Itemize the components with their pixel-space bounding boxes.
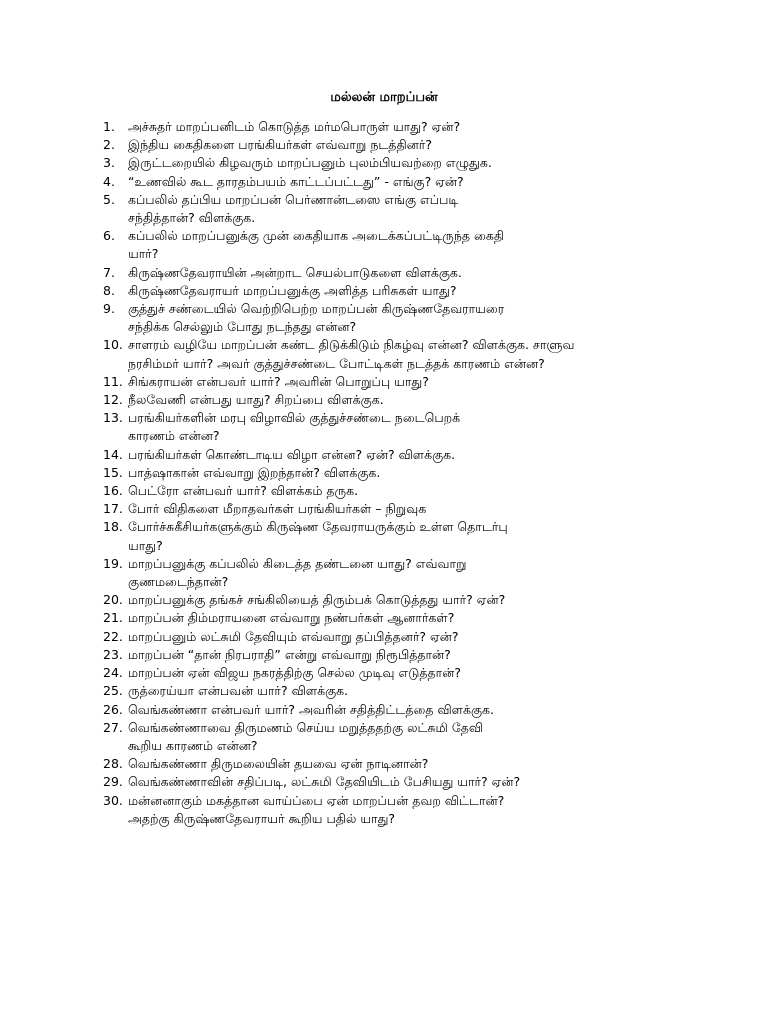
question-number: 1. [103,119,115,134]
question-number: 9. [103,301,115,317]
list-item [103,646,683,664]
question-number: 16. [103,483,123,499]
list-item [103,282,683,300]
question-text-line: குணமடைந்தான்? [128,574,229,590]
list-item [103,719,683,755]
question-text-line: இந்திய கைதிகளை பரங்கியர்கள் எவ்வாறு நடத்தினர்? [128,137,432,153]
question-text-line: ருத்ரைய்யா என்பவன் யார்? விளக்குக. [128,683,349,699]
question-text-line: போர்ச்சுகீசியர்களுக்கும் கிருஷ்ண தேவராயருக்கும் உள்ள தொடர்பு [128,519,508,535]
question-text-line: மன்னனாகும் மகத்தான வாய்ப்பை ஏன் மாறப்பன் தவற விட்டான்? [128,792,505,808]
list-item [103,482,683,500]
question-number: 2. [103,137,115,153]
list-item [103,409,683,445]
question-text-line: இருட்டறையில் கிழவரும் மாறப்பனும் புலம்பியவற்றை எழுதுக. [128,155,492,171]
list-item [103,500,683,518]
question-text-line: வெங்கண்ணாவின் சதிப்படி, லட்சுமி தேவியிடம் பேசியது யார்? ஏன்? [128,774,521,790]
question-text-line: வெங்கண்ணா என்பவர் யார்? அவரின் சதித்திட்டத்தை விளக்குக. [128,701,494,717]
question-number: 14. [103,446,123,462]
question-number: 17. [103,501,123,517]
list-item [103,664,683,682]
question-number: 6. [103,228,115,244]
question-text-line: கப்பலில் மாறப்பனுக்கு முன் கைதியாக அடைக்கப்பட்டிருந்த கைதி [128,228,505,244]
question-text-line: பாத்ஷாகான் எவ்வாறு இறந்தான்? விளக்குக. [128,464,381,480]
list-item [103,701,683,719]
list-item [103,682,683,700]
question-text-line: யார்? [128,246,159,262]
question-text-line: பரங்கியர்கள் கொண்டாடிய விழா என்ன? ஏன்? விளக்குக. [128,446,456,462]
list-item [103,609,683,627]
question-number: 3. [103,155,115,171]
list-item [103,591,683,609]
document-title: மல்லன் மாறப்பன் [330,90,438,105]
question-text-line: கிருஷ்ணதேவராயர் மாறப்பனுக்கு அளித்த பரிசுகள் யாது? [128,282,457,298]
list-item [103,264,683,282]
question-number: 18. [103,519,123,535]
list-item [103,136,683,154]
list-item [103,154,683,172]
question-text-line: சிங்கராயன் என்பவர் யார்? அவரின் பொறுப்பு யாது? [128,373,429,389]
question-number: 8. [103,282,115,298]
list-item [103,518,683,554]
question-number: 15. [103,464,123,480]
question-number: 26. [103,701,123,717]
list-item [103,446,683,464]
question-text-line: கூறிய காரணம் என்ன? [128,737,258,753]
question-text-line: நரசிம்மர் யார்? அவர் குத்துச்சண்டை போட்டிகள் நடத்தக் காரணம் என்ன? [128,355,545,371]
question-number: 22. [103,628,123,644]
question-text-line: அச்சுதர் மாறப்பனிடம் கொடுத்த மர்மபொருள் யாது? ஏன்? [128,119,461,134]
question-number: 12. [103,392,123,408]
list-item [103,628,683,646]
list-item [103,391,683,409]
question-text-line: வெங்கண்ணாவை திருமணம் செய்ய மறுத்ததற்கு லட்சுமி தேவி [128,719,484,735]
list-item [103,555,683,591]
list-item [103,755,683,773]
question-text-line: சாளரம் வழியே மாறப்பன் கண்ட திடுக்கிடும் நிகழ்வு என்ன? விளக்குக. சாளுவ [128,337,575,353]
question-text-line: மாறப்பனுக்கு கப்பலில் கிடைத்த தண்டனை யாது? எவ்வாறு [128,555,467,571]
question-number: 11. [103,373,123,389]
question-number: 5. [103,191,115,207]
question-number: 29. [103,774,123,790]
question-number: 19. [103,555,123,571]
list-item [103,173,683,191]
question-number: 7. [103,264,115,280]
question-number: 13. [103,410,123,426]
question-text-line: மாறப்பன் திம்மராயனை எவ்வாறு நண்பர்கள் ஆனார்கள்? [128,610,455,626]
question-number: 25. [103,683,123,699]
question-number: 4. [103,173,115,189]
question-text-line: மாறப்பனும் லட்சுமி தேவியும் எவ்வாறு தப்பித்தனர்? ஏன்? [128,628,459,644]
question-text-line: மாறப்பன் ஏன் விஜய நகரத்திற்கு செல்ல முடிவு எடுத்தான்? [128,665,461,681]
list-item [103,191,683,227]
question-text-line: சந்தித்தான்? விளக்குக. [128,210,256,226]
question-text-line: “உணவில் கூட தாரதம்பயம் காட்டப்பட்டது” - எங்கு? ஏன்? [128,173,464,189]
question-text-line: அதற்கு கிருஷ்ணதேவராயர் கூறிய பதில் யாது? [128,810,396,826]
question-number: 30. [103,792,123,808]
question-number: 24. [103,665,123,681]
list-item [103,464,683,482]
question-text-line: காரணம் என்ன? [128,428,220,444]
question-text-line: மாறப்பனுக்கு தங்கச் சங்கிலியைத் திரும்பக் கொடுத்தது யார்? ஏன்? [128,592,506,608]
question-text-line: மாறப்பன் “தான் நிரபராதி” என்று எவ்வாறு நிரூபித்தான்? [128,646,451,662]
question-number: 28. [103,756,123,772]
question-text-line: கப்பலில் தப்பிய மாறப்பன் பெர்ணான்டஸை எங்கு எப்படி [128,191,459,207]
question-text-line: யாது? [128,537,163,553]
question-text-line: சந்திக்க செல்லும் போது நடந்தது என்ன? [128,319,357,335]
question-number: 21. [103,610,123,626]
question-text-line: பரங்கியர்களின் மரபு விழாவில் குத்துச்சண்டை நடைபெறக் [128,410,461,426]
question-text-line: போர் விதிகளை மீறாதவர்கள் பரங்கியர்கள் – நிறுவுக [128,501,427,517]
list-item [103,118,683,136]
list-item [103,773,683,791]
list-item [103,336,683,372]
question-number: 20. [103,592,123,608]
question-text-line: நீலவேணி என்பது யாது? சிறப்பை விளக்குக. [128,392,384,408]
question-text-line: வெங்கண்ணா திருமலையின் தயவை ஏன் நாடினான்? [128,756,429,772]
question-number: 23. [103,646,123,662]
question-number: 10. [103,337,123,353]
list-item [103,792,683,828]
question-text-line: குத்துச் சண்டையில் வெற்றிபெற்ற மாறப்பன் கிருஷ்ணதேவராயரை [128,301,505,317]
question-text-line: பெட்ரோ என்பவர் யார்? விளக்கம் தருக. [128,483,359,499]
list-item [103,227,683,263]
question-list [103,118,683,828]
list-item [103,300,683,336]
question-text-line: கிருஷ்ணதேவராயின் அன்றாட செயல்பாடுகளை விளக்குக. [128,264,462,280]
list-item [103,373,683,391]
question-number: 27. [103,719,123,735]
